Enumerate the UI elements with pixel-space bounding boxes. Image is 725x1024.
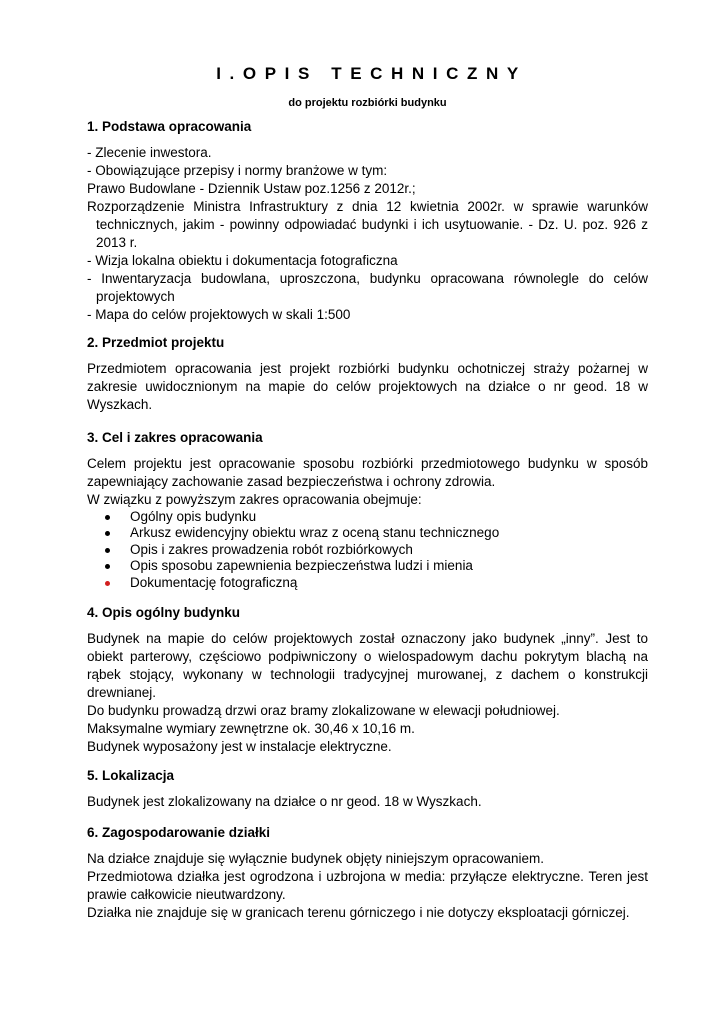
section-podstawa [87, 118, 648, 324]
document-title: I.OPIS TECHNICZNY [216, 64, 527, 83]
section-heading: 3. Cel i zakres opracowania [87, 430, 263, 445]
section-heading: 6. Zagospodarowanie działki [87, 825, 271, 840]
section-zagospodarowanie [87, 824, 648, 922]
section-cel-zakres [87, 429, 648, 591]
bullet-icon [105, 531, 110, 536]
basis-line: - Inwentaryzacja budowlana, uproszczona, budynku opracowana równolegle do celów projektowych [87, 271, 648, 304]
bullet-icon [105, 548, 110, 553]
bullet-icon [105, 515, 110, 520]
basis-line: - Wizja lokalna obiektu i dokumentacja fotograficzna [87, 253, 398, 268]
section-paragraph: Maksymalne wymiary zewnętrzne ok. 30,46 x 10,16 m. [87, 721, 415, 736]
basis-line: - Zlecenie inwestora. [87, 145, 212, 160]
list-item: Opis sposobu zapewnienia bezpieczeństwa ludzi i mienia [87, 558, 648, 574]
section-paragraph: Na działce znajduje się wyłącznie budynek objęty niniejszym opracowaniem. [87, 851, 544, 866]
basis-line: - Obowiązujące przepisy i normy branżowe w tym: [87, 163, 388, 178]
section-opis-budynku [87, 604, 648, 756]
section-heading: 2. Przedmiot projektu [87, 335, 225, 350]
section-paragraph: W związku z powyższym zakres opracowania obejmuje: [87, 492, 422, 507]
list-item: Ogólny opis budynku [87, 509, 648, 525]
section-paragraph: Działka nie znajduje się w granicach terenu górniczego i nie dotyczy eksploatacji górniczej. [87, 905, 630, 920]
section-paragraph: Do budynku prowadzą drzwi oraz bramy zlokalizowane w elewacji południowej. [87, 703, 560, 718]
document-page [87, 64, 648, 920]
basis-line: Rozporządzenie Ministra Infrastruktury z dnia 12 kwietnia 2002r. w sprawie warunków technicznych, jakim - powinny odpowiadać budynki i ich usytuowanie. - Dz. U. poz. 926 z 2013 r. [87, 199, 648, 250]
section-paragraph: Budynek jest zlokalizowany na działce o nr geod. 18 w Wyszkach. [87, 794, 482, 809]
section-paragraph: Przedmiotem opracowania jest projekt rozbiórki budynku ochotniczej straży pożarnej w zakresie uwidocznionym na mapie do celów projektowych na działce o nr geod. 18 w Wyszkach. [87, 361, 648, 412]
bullet-icon [105, 581, 110, 586]
scope-list [87, 509, 648, 591]
section-paragraph: Przedmiotowa działka jest ogrodzona i uzbrojona w media: przyłącze elektryczne. Teren jest prawie całkowicie nieutwardzony. [87, 869, 648, 902]
section-paragraph: Budynek na mapie do celów projektowych został oznaczony jako budynek „inny”. Jest to obiekt parterowy, częściowo podpiwniczony o wielospadowym dachu pokrytym blachą na rąbek stojący, wykonany w technologii tradycyjnej murowanej, z dachem o konstrukcji drewnianej. [87, 631, 648, 700]
section-lokalizacja [87, 767, 648, 811]
basis-line: Prawo Budowlane - Dziennik Ustaw poz.1256 z 2012r.; [87, 181, 416, 196]
list-item: Arkusz ewidencyjny obiektu wraz z oceną stanu technicznego [87, 525, 648, 541]
section-przedmiot [87, 334, 648, 414]
list-item: Opis i zakres prowadzenia robót rozbiórkowych [87, 542, 648, 558]
document-subtitle: do projektu rozbiórki budynku [288, 97, 447, 109]
section-paragraph: Celem projektu jest opracowanie sposobu rozbiórki przedmiotowego budynku w sposób zapewniający zachowanie zasad bezpieczeństwa i ochrony zdrowia. [87, 456, 648, 489]
list-item: Dokumentację fotograficzną [87, 575, 648, 591]
section-heading: 1. Podstawa opracowania [87, 119, 252, 134]
basis-line: - Mapa do celów projektowych w skali 1:500 [87, 307, 351, 322]
section-paragraph: Budynek wyposażony jest w instalacje elektryczne. [87, 739, 392, 754]
bullet-icon [105, 564, 110, 569]
section-heading: 5. Lokalizacja [87, 768, 175, 783]
section-heading: 4. Opis ogólny budynku [87, 605, 241, 620]
